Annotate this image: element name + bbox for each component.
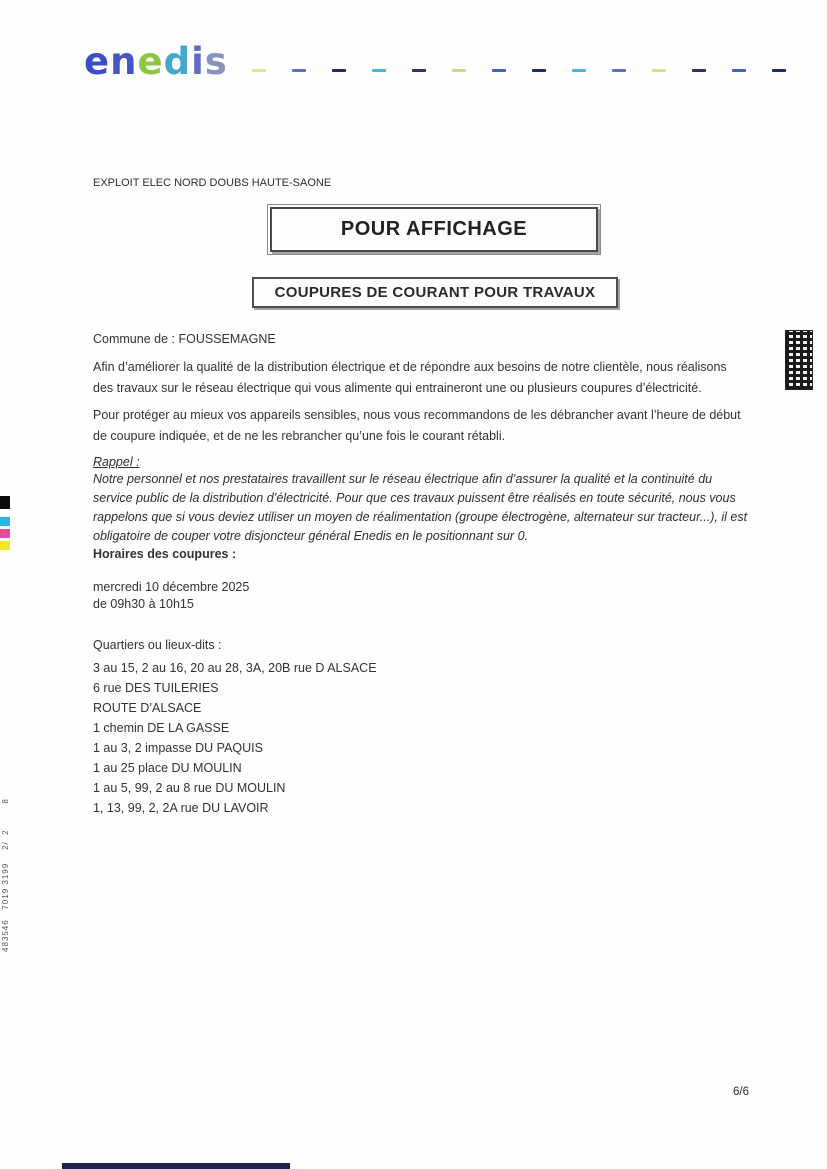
rappel-label: Rappel : bbox=[93, 455, 140, 469]
registration-mark-cyan bbox=[0, 517, 10, 526]
commune-line: Commune de : FOUSSEMAGNE bbox=[93, 332, 276, 346]
logo-letter: e bbox=[84, 40, 111, 83]
quartiers-list bbox=[93, 658, 377, 818]
quartier-item: 1, 13, 99, 2, 2A rue DU LAVOIR bbox=[93, 801, 269, 815]
intro-paragraph-1: Afin d’améliorer la qualité de la distribution électrique et de répondre aux besoins de notre clientèle, nous réalisons des travaux sur le réseau électrique qui vous alimente qui entraineront une ou plusieurs coupures d’électricité. bbox=[93, 360, 727, 395]
quartier-item: 1 au 5, 99, 2 au 8 rue DU MOULIN bbox=[93, 781, 286, 795]
registration-mark-magenta bbox=[0, 529, 10, 538]
enedis-logo bbox=[84, 40, 228, 83]
logo-letter: d bbox=[163, 40, 192, 83]
intro-paragraph-2: Pour protéger au mieux vos appareils sensibles, nous vous recommandons de les débrancher avant l’heure de début de coupure indiquée, et de ne les rebrancher qu’une fois le courant rétabli. bbox=[93, 408, 741, 443]
quartier-item: 6 rue DES TUILERIES bbox=[93, 681, 219, 695]
datamatrix-barcode-icon bbox=[786, 331, 812, 389]
outage-date: mercredi 10 décembre 2025 bbox=[93, 580, 250, 594]
quartier-item: 1 au 3, 2 impasse DU PAQUIS bbox=[93, 741, 263, 755]
horaires-label: Horaires des coupures : bbox=[93, 547, 237, 561]
quartier-item: ROUTE D’ALSACE bbox=[93, 701, 202, 715]
affichage-banner bbox=[270, 207, 598, 252]
print-sidebar-code: 483546 7019 3199 2/ 2 8 bbox=[1, 798, 10, 952]
quartiers-label: Quartiers ou lieux-dits : bbox=[93, 638, 222, 652]
registration-mark-yellow bbox=[0, 541, 10, 550]
logo-letter: i bbox=[191, 40, 205, 83]
registration-mark-black bbox=[0, 496, 10, 509]
coupures-banner bbox=[252, 277, 618, 308]
page-number: 6/6 bbox=[733, 1086, 749, 1098]
quartier-item: 1 au 25 place DU MOULIN bbox=[93, 761, 242, 775]
quartier-item: 3 au 15, 2 au 16, 20 au 28, 3A, 20B rue D ALSACE bbox=[93, 661, 377, 675]
quartier-item: 1 chemin DE LA GASSE bbox=[93, 721, 230, 735]
logo-letter: s bbox=[204, 40, 228, 83]
affichage-banner-label: POUR AFFICHAGE bbox=[340, 218, 528, 240]
rappel-paragraph: Notre personnel et nos prestataires travaillent sur le réseau électrique afin d’assurer la qualité et la continuité du service public de la distribution d’électricité. Pour que ces travaux puissent être réalisés en toute sécurité, nous vous rappelons que si vous deviez utiliser un moyen de réalimentation (groupe électrogène, alternateur sur tracteur...), il est obligatoire de couper votre disjoncteur général Enedis en le positionnant sur 0. bbox=[93, 472, 748, 543]
scan-edge-artifact bbox=[62, 1163, 290, 1169]
logo-letter: e bbox=[137, 40, 164, 83]
header-divider-dashes-icon bbox=[252, 68, 817, 72]
logo-letter: n bbox=[110, 40, 138, 83]
outage-time: de 09h30 à 10h15 bbox=[93, 597, 194, 611]
coupures-banner-label: COUPURES DE COURANT POUR TRAVAUX bbox=[274, 284, 596, 301]
department-line: EXPLOIT ELEC NORD DOUBS HAUTE-SAONE bbox=[93, 177, 332, 189]
